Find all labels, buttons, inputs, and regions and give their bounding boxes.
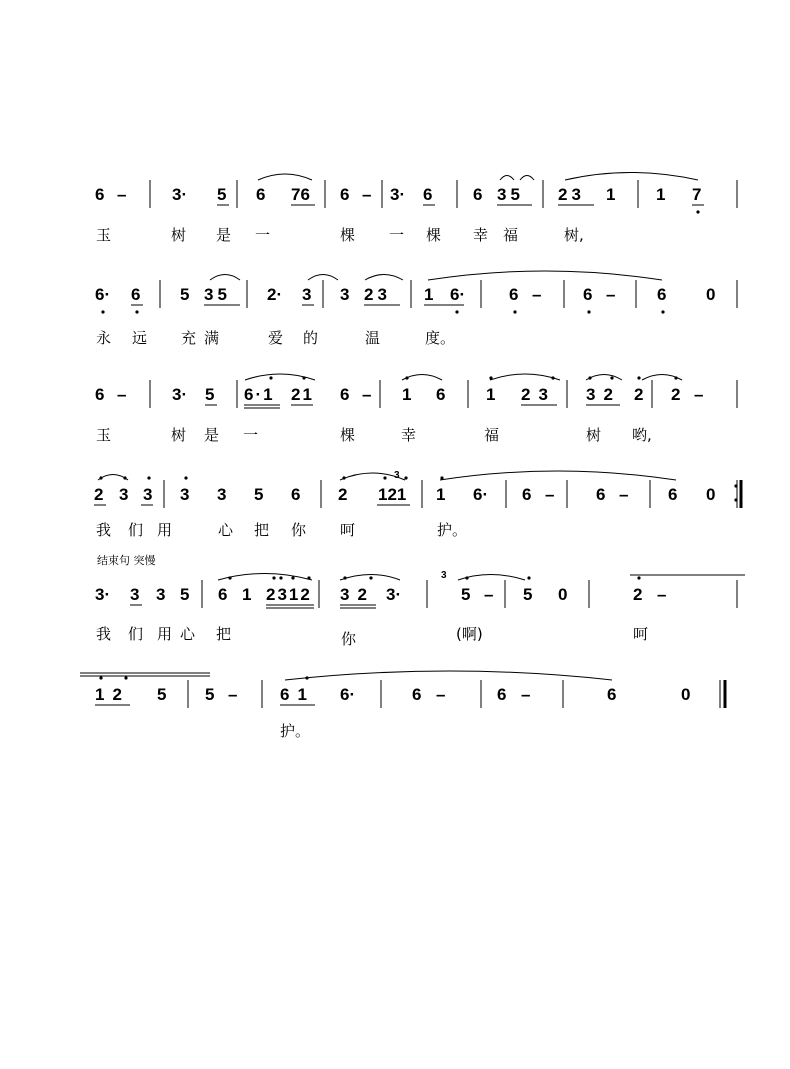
note: – [619,485,629,504]
note: – [362,385,372,404]
lyric: 一 [243,426,259,444]
lyric: 心 [218,521,234,539]
note: 76 [291,185,310,204]
lyric: 树 [171,226,187,244]
note: 6 [340,385,350,404]
note: 6 [509,285,519,304]
lyric: 树 [171,426,187,444]
lyric: 心 [180,625,196,643]
note: 2 [633,585,643,604]
note: 32 [586,385,621,404]
note: 3· [172,185,188,204]
note: 1 [436,485,446,504]
note: 3 [217,485,227,504]
note: 5 [254,485,264,504]
note: – [117,385,127,404]
note: 3 [119,485,129,504]
note: 1 [486,385,496,404]
lyric: 是 [216,226,232,244]
lyric: 护。 [280,722,311,740]
lyric: 哟, [632,426,652,444]
lyric: 树 [586,426,602,444]
note: 7 [692,185,702,204]
note: 6 [473,185,483,204]
note: 6· [473,485,489,504]
note: 35 [497,185,524,204]
note: – [521,685,531,704]
note: 2· [267,285,283,304]
note: 5 [180,585,190,604]
lyric: 呵 [633,625,649,643]
note: 2312 [266,585,312,604]
lyric: 爱 [268,329,284,347]
note: 6 [218,585,228,604]
lyric: 的 [303,329,319,347]
note: 2 [671,385,681,404]
note: 6 [436,385,446,404]
note: 121 [378,485,407,504]
note: 3· [95,585,111,604]
lyric: 们 [128,625,144,643]
lyric: 我 [96,521,112,539]
note: 6·1 [244,385,275,404]
note: 6 [291,485,301,504]
note: 1 [424,285,434,304]
note: 3· [172,385,188,404]
lyric: 一 [389,226,405,244]
note: 23 [558,185,585,204]
note: – [606,285,616,304]
note: 6 [668,485,678,504]
note: – [117,185,127,204]
note: 0 [558,585,568,604]
lyric: 满 [204,329,220,347]
lyric: 福 [484,426,500,444]
note: 32 [340,585,375,604]
lyric: 树, [564,226,584,244]
note: 6 [131,285,141,304]
note: 0 [681,685,691,704]
lyric: 们 [128,521,144,539]
note: 23 [521,385,556,404]
note: 6 [340,185,350,204]
lyric: 护。 [437,521,468,539]
note: – [484,585,494,604]
note: 5 [157,685,167,704]
note: 6 [95,385,105,404]
lyric: 把 [254,521,270,539]
lyric: 远 [132,329,148,347]
note: 6 [607,685,617,704]
note: 3 [156,585,166,604]
note: 6 [423,185,433,204]
note: – [532,285,542,304]
lyric: 温 [365,329,381,347]
lyric: 福 [503,226,519,244]
note: 1 [402,385,412,404]
note: 5 [180,285,190,304]
note: 5 [205,685,215,704]
lyric: 用 [157,625,173,643]
note: – [545,485,555,504]
lyric: 一 [255,226,271,244]
note: 0 [706,485,716,504]
lyric: 你 [291,521,307,539]
note: 3 [340,285,350,304]
lyric: 你 [341,630,357,648]
note: 6· [95,285,111,304]
note: 23 [364,285,391,304]
lyric: 永 [96,329,112,347]
lyric: (啊) [456,625,483,643]
note: 3· [390,185,406,204]
grace-note: 3 [394,470,400,481]
note: – [228,685,238,704]
lyric: 我 [96,625,112,643]
lyric: 棵 [340,426,356,444]
note: 1 [606,185,616,204]
note: 1 [242,585,252,604]
note: 35 [204,285,231,304]
lyric: 幸 [401,426,417,444]
note: – [657,585,667,604]
note: 6 [596,485,606,504]
note: 61 [280,685,315,704]
ending-tempo-marking: 结束句 突慢 [97,554,156,567]
note: – [362,185,372,204]
note: 21 [291,385,314,404]
lyric: 棵 [426,226,442,244]
note: 5 [461,585,471,604]
note: 5 [205,385,215,404]
note: 5 [523,585,533,604]
note: 3 [302,285,312,304]
lyric: 度。 [425,329,456,347]
note: 2 [94,485,104,504]
lyric: 呵 [340,521,356,539]
note: 6 [657,285,667,304]
note: 6 [95,185,105,204]
lyric: 用 [157,521,173,539]
lyric: 把 [216,625,232,643]
note: 5 [217,185,227,204]
note: 3 [180,485,190,504]
lyric: 充 [181,329,197,347]
note: 2 [338,485,348,504]
note: 6· [340,685,356,704]
note: 6 [256,185,266,204]
lyric: 玉 [96,426,112,444]
note: – [694,385,704,404]
note: 2 [634,385,644,404]
note: 1 [656,185,666,204]
note: 6 [412,685,422,704]
note: 6 [522,485,532,504]
note: 6 [497,685,507,704]
note: 0 [706,285,716,304]
note: 6 [583,285,593,304]
lyric: 玉 [96,226,112,244]
note: 3 [143,485,153,504]
grace-note: 3 [441,570,447,581]
lyric: 棵 [340,226,356,244]
note: 6· [450,285,466,304]
lyric: 幸 [473,226,489,244]
note: 12 [95,685,130,704]
note: 3· [386,585,402,604]
note: – [436,685,446,704]
lyric: 是 [204,426,220,444]
note: 3 [130,585,140,604]
